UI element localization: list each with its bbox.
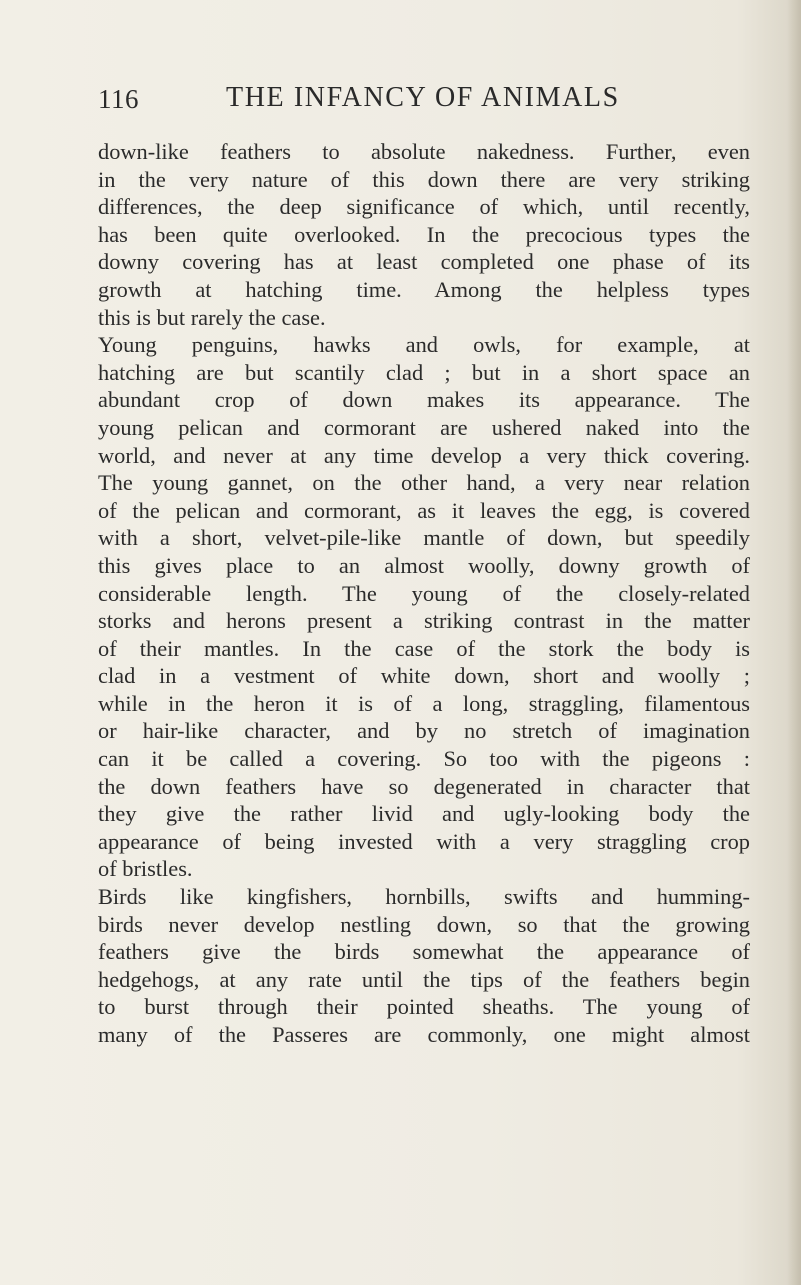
text-line: this gives place to an almost woolly, downy growth of — [98, 552, 750, 578]
page-number: 116 — [98, 84, 139, 114]
text-line: storks and herons present a striking contrast in the matter — [98, 608, 750, 634]
text-line: appearance of being invested with a very straggling crop — [98, 828, 750, 854]
text-line: of the pelican and cormorant, as it leaves the egg, is covered — [98, 497, 750, 523]
text-line: of bristles. — [98, 856, 193, 882]
text-line: world, and never at any time develop a very thick covering. — [98, 442, 750, 468]
text-line: to burst through their pointed sheaths. The young of — [98, 994, 750, 1020]
text-line: of their mantles. In the case of the stork the body is — [98, 635, 750, 661]
text-line: this is but rarely the case. — [98, 304, 326, 330]
text-line: birds never develop nestling down, so that the growing — [98, 911, 750, 937]
text-line: has been quite overlooked. In the precocious types the — [98, 221, 750, 247]
text-line: can it be called a covering. So too with the pigeons : — [98, 746, 750, 772]
text-line: differences, the deep significance of which, until recently, — [98, 194, 750, 220]
text-line: in the very nature of this down there are very striking — [98, 166, 750, 192]
text-line: with a short, velvet-pile-like mantle of down, but speedily — [98, 525, 750, 551]
text-line: hedgehogs, at any rate until the tips of the feathers begin — [98, 966, 750, 992]
running-head — [98, 76, 738, 120]
book-title: THE INFANCY OF ANIMALS — [226, 82, 620, 113]
text-line: they give the rather livid and ugly-looking body the — [98, 801, 750, 827]
text-line: many of the Passeres are commonly, one might almost — [98, 1022, 750, 1047]
text-line: abundant crop of down makes its appearance. The — [98, 387, 750, 413]
text-line: hatching are but scantily clad ; but in a short space an — [98, 359, 750, 385]
text-line: feathers give the birds somewhat the appearance of — [98, 939, 750, 965]
text-line: or hair-like character, and by no stretch of imagination — [98, 718, 750, 744]
text-line: The young gannet, on the other hand, a very near relation — [98, 470, 750, 496]
text-line: Birds like kingfishers, hornbills, swifts and humming- — [98, 884, 750, 910]
text-line: clad in a vestment of white down, short and woolly ; — [98, 663, 750, 689]
text-line: the down feathers have so degenerated in character that — [98, 773, 750, 799]
body-text — [98, 138, 750, 1049]
text-line: while in the heron it is of a long, straggling, filamentous — [98, 690, 750, 716]
text-line: downy covering has at least completed one phase of its — [98, 249, 750, 275]
text-line: growth at hatching time. Among the helpless types — [98, 276, 750, 302]
text-line: down-like feathers to absolute nakedness. Further, even — [98, 139, 750, 164]
text-line: young pelican and cormorant are ushered naked into the — [98, 414, 750, 440]
page-edge-shadow — [787, 0, 801, 1285]
text-line: considerable length. The young of the closely-related — [98, 580, 750, 606]
text-line: Young penguins, hawks and owls, for example, at — [98, 332, 750, 358]
